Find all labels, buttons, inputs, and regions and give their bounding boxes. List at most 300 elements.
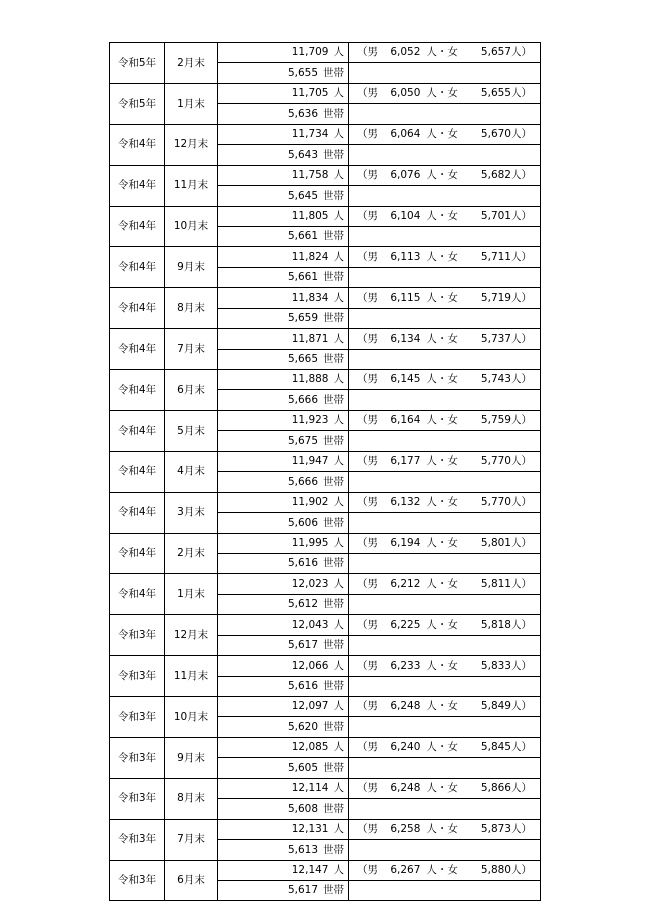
era-year-cell: 令和5年 — [110, 83, 165, 124]
male-label: （男 — [357, 496, 378, 509]
male-count: 6,248 — [390, 700, 421, 713]
male-count: 6,240 — [390, 741, 421, 754]
households-value: 5,606 — [287, 516, 318, 529]
gender-breakdown-cell — [349, 615, 541, 635]
male-label: （男 — [357, 414, 378, 427]
month-cell: 2月末 — [165, 43, 218, 84]
households-cell — [218, 513, 349, 533]
table-row — [110, 615, 541, 635]
female-count: 5,670 — [480, 128, 511, 141]
gender-breakdown-cell — [349, 697, 541, 717]
empty-cell — [349, 267, 541, 287]
male-label: （男 — [357, 863, 378, 876]
table-row — [110, 165, 541, 185]
gender-breakdown-cell — [349, 329, 541, 349]
month-cell: 2月末 — [165, 533, 218, 574]
female-label: 人・女 — [426, 46, 458, 59]
population-cell — [218, 329, 349, 349]
table-row — [110, 288, 541, 308]
households-cell — [218, 840, 349, 860]
people-unit-label: 人 — [333, 46, 344, 59]
table-row — [110, 492, 541, 512]
people-unit-label: 人 — [333, 782, 344, 795]
female-label: 人・女 — [426, 291, 458, 304]
male-label: （男 — [357, 823, 378, 836]
household-unit-label: 世帯 — [323, 353, 344, 366]
era-year-cell: 令和3年 — [110, 656, 165, 697]
population-cell — [218, 615, 349, 635]
female-count: 5,759 — [480, 414, 511, 427]
close-label: 人） — [510, 536, 532, 549]
table-row — [110, 124, 541, 144]
female-label: 人・女 — [426, 332, 458, 345]
era-year-cell: 令和4年 — [110, 206, 165, 247]
household-unit-label: 世帯 — [323, 475, 344, 488]
population-value: 11,705 — [291, 87, 329, 100]
households-cell — [218, 472, 349, 492]
household-unit-label: 世帯 — [323, 312, 344, 325]
people-unit-label: 人 — [333, 496, 344, 509]
male-label: （男 — [357, 536, 378, 549]
gender-breakdown-cell — [349, 574, 541, 594]
population-cell — [218, 737, 349, 757]
household-unit-label: 世帯 — [323, 639, 344, 652]
month-cell: 6月末 — [165, 860, 218, 901]
male-label: （男 — [357, 250, 378, 263]
close-label: 人） — [510, 496, 532, 509]
household-unit-label: 世帯 — [323, 148, 344, 161]
households-value: 5,666 — [287, 393, 318, 406]
close-label: 人） — [510, 250, 532, 263]
household-unit-label: 世帯 — [323, 230, 344, 243]
female-count: 5,657 — [480, 46, 511, 59]
people-unit-label: 人 — [333, 659, 344, 672]
people-unit-label: 人 — [333, 332, 344, 345]
population-cell — [218, 451, 349, 471]
female-count: 5,880 — [480, 863, 511, 876]
households-value: 5,612 — [287, 598, 318, 611]
population-cell — [218, 697, 349, 717]
population-value: 11,734 — [291, 128, 329, 141]
household-unit-label: 世帯 — [323, 557, 344, 570]
population-value: 11,947 — [291, 455, 329, 468]
people-unit-label: 人 — [333, 455, 344, 468]
household-unit-label: 世帯 — [323, 884, 344, 897]
male-count: 6,225 — [390, 618, 421, 631]
male-count: 6,145 — [390, 373, 421, 386]
male-label: （男 — [357, 455, 378, 468]
male-count: 6,115 — [390, 291, 421, 304]
people-unit-label: 人 — [333, 863, 344, 876]
female-count: 5,849 — [480, 700, 511, 713]
gender-breakdown-cell — [349, 83, 541, 103]
empty-cell — [349, 880, 541, 900]
population-cell — [218, 574, 349, 594]
era-year-cell: 令和5年 — [110, 43, 165, 84]
households-value: 5,645 — [287, 189, 318, 202]
month-cell: 4月末 — [165, 451, 218, 492]
people-unit-label: 人 — [333, 536, 344, 549]
households-cell — [218, 308, 349, 328]
female-label: 人・女 — [426, 700, 458, 713]
population-cell — [218, 288, 349, 308]
gender-breakdown-cell — [349, 247, 541, 267]
population-value: 11,758 — [291, 169, 329, 182]
female-count: 5,743 — [480, 373, 511, 386]
empty-cell — [349, 226, 541, 246]
empty-cell — [349, 717, 541, 737]
male-label: （男 — [357, 741, 378, 754]
empty-cell — [349, 513, 541, 533]
male-label: （男 — [357, 128, 378, 141]
empty-cell — [349, 390, 541, 410]
household-unit-label: 世帯 — [323, 802, 344, 815]
population-value: 11,871 — [291, 332, 329, 345]
households-cell — [218, 145, 349, 165]
gender-breakdown-cell — [349, 43, 541, 63]
households-value: 5,661 — [287, 271, 318, 284]
households-value: 5,636 — [287, 107, 318, 120]
people-unit-label: 人 — [333, 823, 344, 836]
households-cell — [218, 676, 349, 696]
empty-cell — [349, 63, 541, 83]
close-label: 人） — [510, 741, 532, 754]
male-label: （男 — [357, 659, 378, 672]
female-count: 5,866 — [480, 782, 511, 795]
gender-breakdown-cell — [349, 288, 541, 308]
population-value: 12,066 — [291, 659, 329, 672]
male-count: 6,113 — [390, 250, 421, 263]
era-year-cell: 令和4年 — [110, 574, 165, 615]
households-value: 5,666 — [287, 475, 318, 488]
table-row — [110, 329, 541, 349]
table-row — [110, 247, 541, 267]
table-row — [110, 533, 541, 553]
gender-breakdown-cell — [349, 165, 541, 185]
table-row — [110, 410, 541, 430]
gender-breakdown-cell — [349, 533, 541, 553]
population-table-sheet — [109, 42, 540, 901]
population-value: 11,709 — [291, 46, 329, 59]
month-cell: 10月末 — [165, 206, 218, 247]
male-count: 6,177 — [390, 455, 421, 468]
era-year-cell: 令和3年 — [110, 778, 165, 819]
male-count: 6,233 — [390, 659, 421, 672]
gender-breakdown-cell — [349, 410, 541, 430]
month-cell: 6月末 — [165, 370, 218, 411]
male-count: 6,076 — [390, 169, 421, 182]
household-unit-label: 世帯 — [323, 680, 344, 693]
female-label: 人・女 — [426, 496, 458, 509]
female-label: 人・女 — [426, 455, 458, 468]
households-value: 5,608 — [287, 802, 318, 815]
households-value: 5,616 — [287, 557, 318, 570]
male-label: （男 — [357, 46, 378, 59]
population-table — [109, 42, 541, 901]
male-label: （男 — [357, 209, 378, 222]
female-label: 人・女 — [426, 823, 458, 836]
male-label: （男 — [357, 373, 378, 386]
month-cell: 12月末 — [165, 615, 218, 656]
population-value: 12,114 — [291, 782, 329, 795]
close-label: 人） — [510, 782, 532, 795]
female-label: 人・女 — [426, 536, 458, 549]
era-year-cell: 令和3年 — [110, 819, 165, 860]
households-value: 5,655 — [287, 66, 318, 79]
era-year-cell: 令和4年 — [110, 492, 165, 533]
male-count: 6,164 — [390, 414, 421, 427]
female-count: 5,770 — [480, 455, 511, 468]
close-label: 人） — [510, 209, 532, 222]
empty-cell — [349, 676, 541, 696]
gender-breakdown-cell — [349, 656, 541, 676]
close-label: 人） — [510, 700, 532, 713]
gender-breakdown-cell — [349, 124, 541, 144]
female-label: 人・女 — [426, 577, 458, 590]
household-unit-label: 世帯 — [323, 107, 344, 120]
female-count: 5,873 — [480, 823, 511, 836]
household-unit-label: 世帯 — [323, 66, 344, 79]
population-cell — [218, 206, 349, 226]
households-cell — [218, 880, 349, 900]
population-value: 11,888 — [291, 373, 329, 386]
male-count: 6,132 — [390, 496, 421, 509]
era-year-cell: 令和4年 — [110, 410, 165, 451]
male-count: 6,248 — [390, 782, 421, 795]
close-label: 人） — [510, 373, 532, 386]
table-row — [110, 574, 541, 594]
close-label: 人） — [510, 414, 532, 427]
female-count: 5,737 — [480, 332, 511, 345]
households-cell — [218, 635, 349, 655]
close-label: 人） — [510, 332, 532, 345]
population-cell — [218, 83, 349, 103]
empty-cell — [349, 145, 541, 165]
close-label: 人） — [510, 291, 532, 304]
gender-breakdown-cell — [349, 451, 541, 471]
close-label: 人） — [510, 659, 532, 672]
gender-breakdown-cell — [349, 206, 541, 226]
empty-cell — [349, 758, 541, 778]
table-row — [110, 737, 541, 757]
population-cell — [218, 43, 349, 63]
gender-breakdown-cell — [349, 778, 541, 798]
people-unit-label: 人 — [333, 373, 344, 386]
male-count: 6,258 — [390, 823, 421, 836]
households-value: 5,620 — [287, 720, 318, 733]
era-year-cell: 令和3年 — [110, 860, 165, 901]
empty-cell — [349, 840, 541, 860]
people-unit-label: 人 — [333, 87, 344, 100]
close-label: 人） — [510, 87, 532, 100]
population-cell — [218, 860, 349, 880]
female-label: 人・女 — [426, 169, 458, 182]
empty-cell — [349, 553, 541, 573]
gender-breakdown-cell — [349, 819, 541, 839]
male-label: （男 — [357, 169, 378, 182]
female-label: 人・女 — [426, 128, 458, 141]
empty-cell — [349, 104, 541, 124]
male-count: 6,050 — [390, 87, 421, 100]
close-label: 人） — [510, 128, 532, 141]
month-cell: 12月末 — [165, 124, 218, 165]
households-cell — [218, 226, 349, 246]
households-value: 5,675 — [287, 434, 318, 447]
month-cell: 1月末 — [165, 574, 218, 615]
population-cell — [218, 410, 349, 430]
household-unit-label: 世帯 — [323, 189, 344, 202]
male-count: 6,212 — [390, 577, 421, 590]
empty-cell — [349, 349, 541, 369]
population-cell — [218, 247, 349, 267]
population-value: 12,131 — [291, 823, 329, 836]
table-row — [110, 83, 541, 103]
households-value: 5,643 — [287, 148, 318, 161]
population-value: 11,834 — [291, 291, 329, 304]
female-count: 5,655 — [480, 87, 511, 100]
empty-cell — [349, 799, 541, 819]
month-cell: 9月末 — [165, 247, 218, 288]
male-label: （男 — [357, 332, 378, 345]
population-value: 11,824 — [291, 250, 329, 263]
household-unit-label: 世帯 — [323, 598, 344, 611]
household-unit-label: 世帯 — [323, 720, 344, 733]
era-year-cell: 令和4年 — [110, 451, 165, 492]
female-label: 人・女 — [426, 659, 458, 672]
households-value: 5,616 — [287, 680, 318, 693]
household-unit-label: 世帯 — [323, 761, 344, 774]
female-label: 人・女 — [426, 782, 458, 795]
male-count: 6,104 — [390, 209, 421, 222]
household-unit-label: 世帯 — [323, 516, 344, 529]
male-count: 6,134 — [390, 332, 421, 345]
table-row — [110, 451, 541, 471]
table-row — [110, 206, 541, 226]
people-unit-label: 人 — [333, 169, 344, 182]
female-label: 人・女 — [426, 618, 458, 631]
era-year-cell: 令和4年 — [110, 288, 165, 329]
table-row — [110, 697, 541, 717]
table-row — [110, 370, 541, 390]
population-value: 12,043 — [291, 618, 329, 631]
female-count: 5,701 — [480, 209, 511, 222]
month-cell: 9月末 — [165, 737, 218, 778]
households-cell — [218, 104, 349, 124]
era-year-cell: 令和4年 — [110, 165, 165, 206]
female-count: 5,845 — [480, 741, 511, 754]
empty-cell — [349, 186, 541, 206]
people-unit-label: 人 — [333, 209, 344, 222]
female-count: 5,770 — [480, 496, 511, 509]
households-cell — [218, 349, 349, 369]
households-cell — [218, 267, 349, 287]
people-unit-label: 人 — [333, 618, 344, 631]
era-year-cell: 令和4年 — [110, 247, 165, 288]
close-label: 人） — [510, 823, 532, 836]
empty-cell — [349, 308, 541, 328]
female-count: 5,833 — [480, 659, 511, 672]
households-cell — [218, 799, 349, 819]
empty-cell — [349, 431, 541, 451]
households-cell — [218, 717, 349, 737]
households-value: 5,613 — [287, 843, 318, 856]
era-year-cell: 令和3年 — [110, 697, 165, 738]
table-row — [110, 778, 541, 798]
households-cell — [218, 186, 349, 206]
close-label: 人） — [510, 169, 532, 182]
male-count: 6,267 — [390, 863, 421, 876]
empty-cell — [349, 594, 541, 614]
era-year-cell: 令和3年 — [110, 737, 165, 778]
households-cell — [218, 390, 349, 410]
people-unit-label: 人 — [333, 291, 344, 304]
female-count: 5,818 — [480, 618, 511, 631]
population-cell — [218, 492, 349, 512]
population-cell — [218, 778, 349, 798]
female-count: 5,801 — [480, 536, 511, 549]
female-count: 5,711 — [480, 250, 511, 263]
table-row — [110, 656, 541, 676]
gender-breakdown-cell — [349, 860, 541, 880]
people-unit-label: 人 — [333, 128, 344, 141]
era-year-cell: 令和4年 — [110, 124, 165, 165]
month-cell: 7月末 — [165, 329, 218, 370]
gender-breakdown-cell — [349, 492, 541, 512]
household-unit-label: 世帯 — [323, 393, 344, 406]
empty-cell — [349, 635, 541, 655]
population-value: 12,085 — [291, 741, 329, 754]
population-cell — [218, 370, 349, 390]
household-unit-label: 世帯 — [323, 434, 344, 447]
population-table-body — [110, 43, 541, 901]
population-cell — [218, 533, 349, 553]
household-unit-label: 世帯 — [323, 843, 344, 856]
people-unit-label: 人 — [333, 577, 344, 590]
female-label: 人・女 — [426, 373, 458, 386]
household-unit-label: 世帯 — [323, 271, 344, 284]
close-label: 人） — [510, 577, 532, 590]
households-value: 5,617 — [287, 884, 318, 897]
close-label: 人） — [510, 46, 532, 59]
households-value: 5,661 — [287, 230, 318, 243]
male-count: 6,194 — [390, 536, 421, 549]
households-value: 5,617 — [287, 639, 318, 652]
month-cell: 1月末 — [165, 83, 218, 124]
table-row — [110, 43, 541, 63]
people-unit-label: 人 — [333, 250, 344, 263]
era-year-cell: 令和4年 — [110, 370, 165, 411]
male-label: （男 — [357, 618, 378, 631]
era-year-cell: 令和4年 — [110, 329, 165, 370]
close-label: 人） — [510, 863, 532, 876]
households-value: 5,665 — [287, 353, 318, 366]
population-value: 11,923 — [291, 414, 329, 427]
people-unit-label: 人 — [333, 700, 344, 713]
male-label: （男 — [357, 700, 378, 713]
households-cell — [218, 594, 349, 614]
month-cell: 11月末 — [165, 165, 218, 206]
people-unit-label: 人 — [333, 741, 344, 754]
population-value: 12,097 — [291, 700, 329, 713]
male-label: （男 — [357, 291, 378, 304]
table-row — [110, 819, 541, 839]
households-value: 5,605 — [287, 761, 318, 774]
population-value: 12,147 — [291, 863, 329, 876]
female-label: 人・女 — [426, 741, 458, 754]
female-label: 人・女 — [426, 209, 458, 222]
month-cell: 11月末 — [165, 656, 218, 697]
empty-cell — [349, 472, 541, 492]
